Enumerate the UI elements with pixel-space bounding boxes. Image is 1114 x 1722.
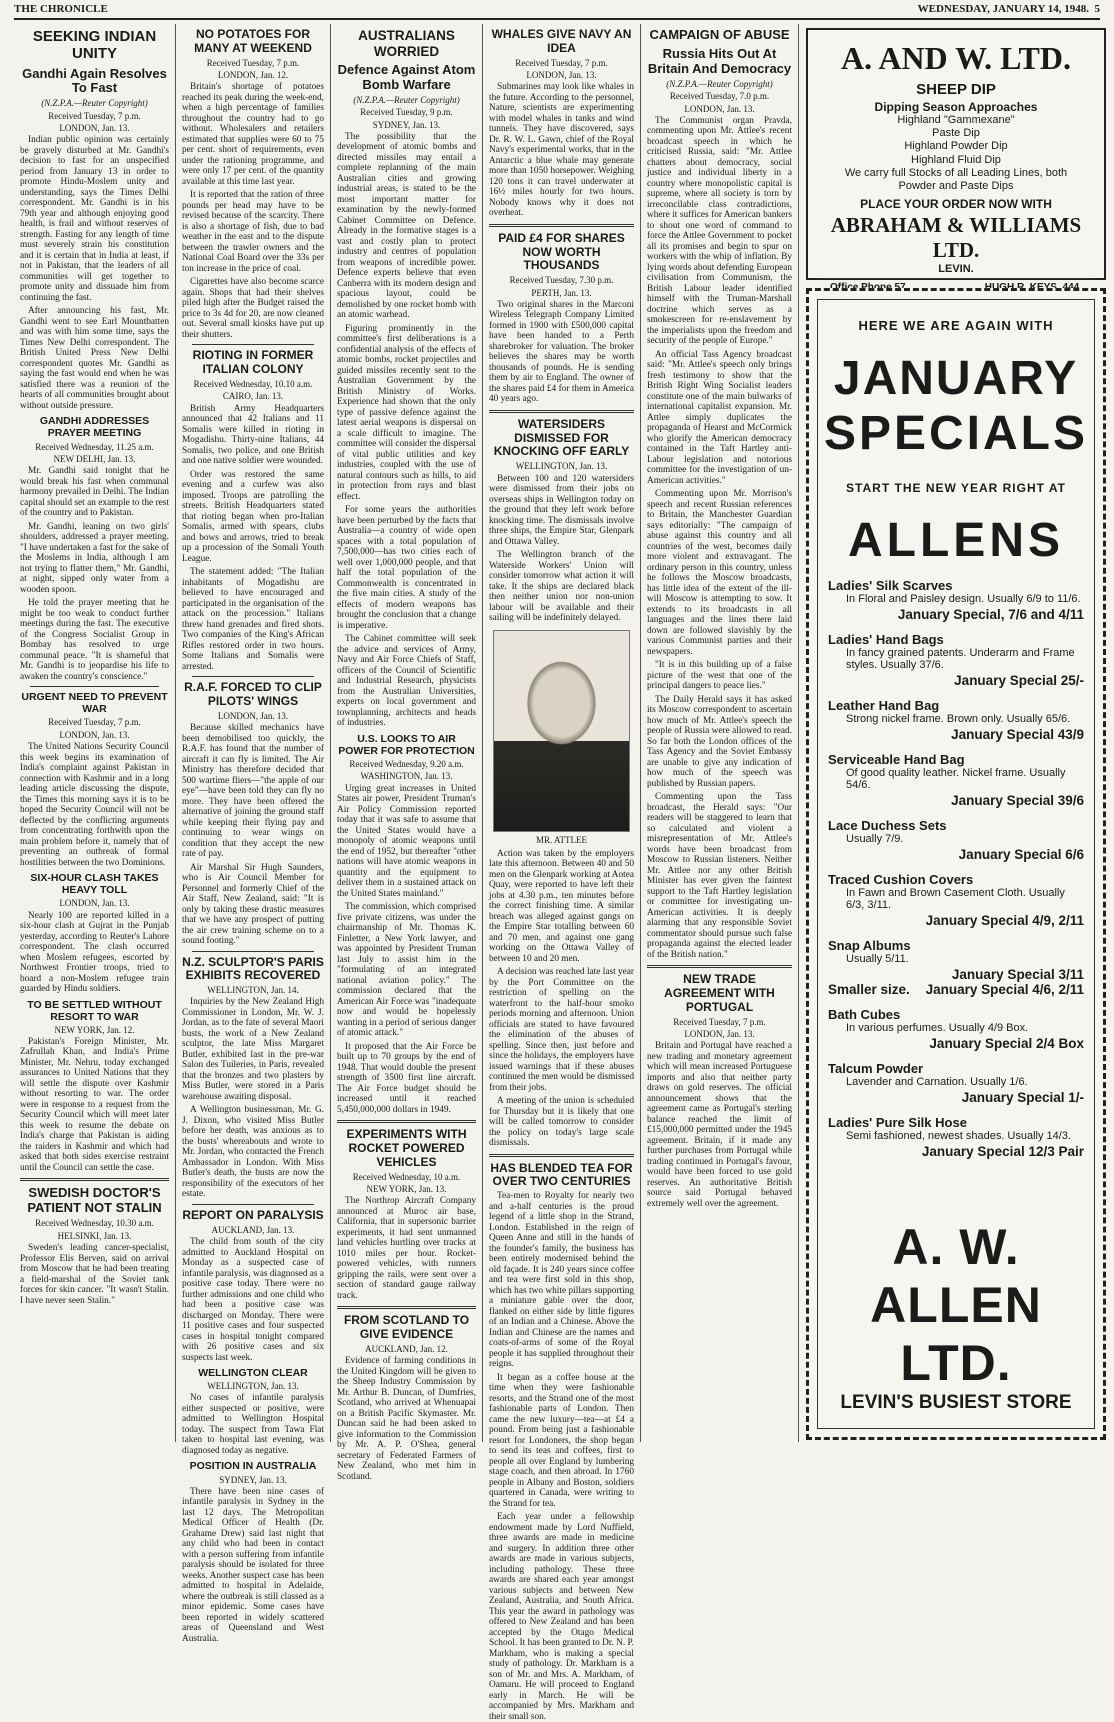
column-5 <box>641 24 799 1442</box>
masthead <box>14 2 1100 20</box>
agency-credit: (N.Z.P.A.—Reuter Copyright) <box>666 78 773 89</box>
sheep-dip-advert <box>806 28 1106 280</box>
store-tagline: LEVIN'S BUSIEST STORE <box>840 1392 1072 1413</box>
divider <box>489 1154 634 1157</box>
headline: REPORT ON PARALYSIS <box>182 1207 324 1222</box>
item-price: January Special 3/11 <box>951 967 1084 982</box>
headline: WHALES GIVE NAVY AN IDEA <box>491 27 632 55</box>
article-paragraph: It proposed that the Air Force be built up to 70 groups by the end of 1948. That would double the present strength of 3500 first line aircraft. The Air Force budget should be increased until it reached 5,450,000,000 dollars in 1949. <box>337 1041 476 1115</box>
article-paragraph: Evidence of farming conditions in the United Kingdom will be given to the Sheep Industry Commission by Mr. Arthur B. Duncan, of Dumfries, Scotland, who arrived at Whenuapai on a British Pacific Skymaster. Mr. Duncan said he had been asked to give information to the Commission by Mr. A. P. O'Shea, general secretary of Federated Farmers of New Zealand, who met him in Scotland. <box>337 1356 476 1482</box>
dateline: Received Tuesday, 7.0 p.m. <box>669 91 770 102</box>
item-name: Snap Albums <box>828 938 911 953</box>
item-price: January Special 25/- <box>954 673 1084 688</box>
headline: PAID £4 FOR SHARES NOW WORTH THOUSANDS <box>498 230 625 273</box>
article-paragraph: The commission, which comprised five private citizens, was under the chairmanship of Mr. Thomas K. Finletter, a New York lawyer, and was appointed by President Truman last July to assist him in the "formulating of an integrated national aviation policy." The commission declared that the American Air Force was "inadequate now and would be hopelessly wanting in a period of serious danger of atomic attack." <box>337 902 476 1039</box>
item-name: Leather Hand Bag <box>828 698 940 713</box>
article-paragraph: Submarines may look like whales in the future. According to the personnel, Nature, scientists are experimenting with model whales in tanks and wind tunnels. They have discovered, says Dr. R. W. L. Gawn, chief of the Royal Navy's experimental works, that in the Antarctic a blue whale may generate more than 1050 horsepower. Weighing 120 tons it can travel underwater at 16½ miles hourly for two hours. Nobody knows why it does not overheat. <box>489 82 634 219</box>
dateline: CAIRO, Jan. 13. <box>222 391 284 402</box>
divider <box>192 1204 314 1205</box>
special-item <box>818 872 1094 928</box>
article-paragraph: Cigarettes have also become scarce again. Shops that had their shelves piled high after the Budget raised the price to 3s 4d for 20, are now cleaned out. Several small kiosks have put up their shutters. <box>182 277 324 340</box>
article-paragraph: Order was restored the same evening and a curfew was also imposed. Troops are patrolling the streets. British Headquarters stated that rioting began when pro-Italian Somalis, armed with spears, clubs and bows and arrows, tried to break up a procession of the Somali Youth League. <box>182 469 324 564</box>
advert-line: Highland "Gammexane" <box>897 114 1015 126</box>
subheadline: Gandhi Again Resolves To Fast <box>22 65 167 96</box>
advert-heading-january: JANUARY <box>833 352 1079 405</box>
advert-inner-frame <box>817 299 1095 1429</box>
divider <box>647 965 792 968</box>
article-paragraph: There have been nine cases of infantile paralysis in Sydney in the last 12 days. The Metropolitan Medical Officer of Health (Dr. Grahame Drew) said last night that any child who had been in contact with a person suffering from infantile paralysis should be isolated for three weeks. Another suspect case has been admitted to hospital in Adelaide, where the outbreak is still classed as a minor epidemic. Some cases have been reported in widely scattered areas of Queensland and West Australia. <box>182 1486 324 1644</box>
dateline: Received Tuesday, 7 p.m. <box>673 1016 766 1027</box>
dateline: PERTH, Jan. 13. <box>531 287 592 298</box>
item-name: Ladies' Hand Bags <box>828 632 944 647</box>
dateline: Received Wednesday, 9.20 a.m. <box>349 759 464 770</box>
dateline: NEW DELHI, Jan. 13. <box>53 453 136 464</box>
item-description: In fancy grained patents. Underarm and Frame styles. Usually 37/6. <box>846 647 1075 671</box>
item-description: Of good quality leather. Nickel frame. Usually 54/6. <box>846 767 1066 791</box>
article-paragraph: Inquiries by the New Zealand High Commissioner in London, Mr. W. J. Jordan, as to the fate of several Maori busts, the work of a New Zealand sculptor, the late Miss Margaret Butler, exhibited last in the pre-war Salon des Tuileries, in Paris, revealed that the bronzes and two plasters by Miss Butler, were stored in a Paris warehouse awaiting disposal. <box>182 997 324 1102</box>
article-paragraph: The child from south of the city admitted to Auckland Hospital on Monday as a suspected case of infantile paralysis, was diagnosed as a positive case today. There were no further admissions and one child who had been a positive case was discharged on Monday. There were 11 positive cases and four suspected cases in hospital tonight compared with 26 positive cases and six suspects last week. <box>182 1237 324 1363</box>
headline: WELLINGTON CLEAR <box>198 1367 308 1380</box>
column-4 <box>483 24 641 1722</box>
article-paragraph: Commenting upon the Tass broadcast, the Herald says: "Our readers will be staggered to learn that so calculated and violent a misrepresentation of Mr. Attlee's words have been broadcast from Moscow to Russian listeners. Neither Mr. Attlee nor any other British Minister has ever given the faintest support to the Taft Hartley legislation or committee for investigating un-American activities. It is deeply alarming that any responsible Soviet commentator should pursue such false propaganda against the elected leader of the British nation." <box>647 792 792 960</box>
advert-start-line: START THE NEW YEAR RIGHT AT <box>846 481 1066 495</box>
item-price: January Special 6/6 <box>958 847 1084 862</box>
headline: GANDHI ADDRESSES PRAYER MEETING <box>39 415 150 440</box>
special-item <box>818 752 1094 808</box>
article-paragraph: Two original shares in the Marconi Wireless Telegraph Company Limited formed in 1900 with £500,000 capital have been handed to a Perth sharebroker for valuation. The broker believes the shares may be worth thousands of pounds. He is sending them by air to England. The owner of the shares paid £4 for them in America 40 years ago. <box>489 299 634 405</box>
dateline: LONDON, Jan. 13. <box>59 729 130 740</box>
item-price: January Special 2/4 Box <box>929 1036 1084 1051</box>
item-price: January Special 1/- <box>961 1090 1084 1105</box>
headline: N.Z. SCULPTOR'S PARIS EXHIBITS RECOVERED <box>182 954 324 983</box>
special-item <box>818 578 1094 622</box>
article-paragraph: An official Tass Agency broadcast said: "Mr. Attlee's speech only brings fresh testimony to show that the British Right Wing Socialist leaders constitute one of the main bulwarks of international capitalist expansion. Mr. Attlee simply duplicates the propaganda of Hearst and McCormick who glorify the American democracy contained in the Taft Hartley anti-Labour legislation and notorious committee for the investigation of un-American activities." <box>647 349 792 486</box>
article-paragraph: The statement added: "The Italian inhabitants of Mogadishu are believed to have encouraged and participated in the organisation of the attack on the procession." Italians threw hand grenades and fired shots. Two companies of the King's African Rifles restored order in two hours. Some Italians and Somalis were arrested. <box>182 567 324 672</box>
store-name: A. W. ALLEN LTD. <box>870 1219 1042 1391</box>
article-paragraph: British Army Headquarters announced that 42 Italians and 11 Somalis were killed in rioting in Mogadishu. Thirty-nine Italians, 44 Somalis, two police, and one British and one native soldier were wounded. <box>182 403 324 467</box>
article-paragraph: Commenting upon Mr. Morrison's speech and recent Russian references to Britain, the Manchester Guardian says editorially: "The campaign of abuse against this country and all countries of the west, becomes daily more violent and extravagant. The ordinary person in this country, unless he follows the Moscow broadcasts, has little idea of the extent of the ill-will Moscow is attempting to sow. It extends to its broadcasts in all languages and the lines there laid down are followed slavishly by the various Communist parties and their newspapers. <box>647 489 792 657</box>
item-description: In Floral and Paisley design. Usually 6/9 to 11/6. <box>846 593 1081 605</box>
article-paragraph: "It is in this building up of a false picture of the west that one of the principal dangers to peace lies." <box>647 660 792 692</box>
advert-line: Powder and Paste Dips <box>898 179 1014 192</box>
dateline: Received Tuesday, 7 p.m. <box>48 717 141 728</box>
item-description: In Fawn and Brown Casement Cloth. Usually 6/3, 3/11. <box>846 887 1065 911</box>
article-paragraph: It began as a coffee house at the time when they were fashionable resorts, and the Strand one of the most fashionable parts of London. Then came the new luxury—tea—at £4 a pound. From being just a fashionable resort for Londoners, the shop began to send its teas and coffees, first to people all over England by lumbering stage coach, and then abroad. In 1760 people in Albany and Boston, soldiers quartered in Canada, were writing to the Strand for tea. <box>489 1372 634 1509</box>
item-name: Lace Duchess Sets <box>828 818 947 833</box>
dateline: Received Wednesday, 11.25 a.m. <box>35 441 154 452</box>
divider <box>337 1120 476 1123</box>
dateline: Received Tuesday, 7 p.m. <box>48 110 141 121</box>
dateline: LONDON, Jan. 12. <box>217 69 289 80</box>
article-paragraph: The possibility that the development of atomic bombs and directed missiles may entail a complete replanning of the main Australian cities and growing industrial areas, is stated to be the most important matter for examination by the newly-formed Cabinet Committee on Defence. Already in the formative stages is a vast and costly plan to protect industry and centres of population from weapons of incredible power. Defence experts believe that even Canberra with its modern design and spacious layout, could be demolished by one rocket bomb with an atomic warhead. <box>337 131 476 321</box>
photo-caption: MR. ATTLEE <box>536 834 587 845</box>
dateline: NEW YORK, Jan. 13. <box>366 1183 447 1194</box>
item-price: January Special 12/3 Pair <box>921 1144 1084 1159</box>
article-paragraph: Britain's shortage of potatoes reached its peak during the week-end, when a high percentage of families throughout the country had to go without. Wholesalers and retailers estimated that supplies were 60 to 75 per cent. short of requirements, even under the rationing programme, and were only 17 per cent. of the quantity available at this time last year. <box>182 82 324 187</box>
item-name: Bath Cubes <box>828 1007 901 1022</box>
dateline: Received Wednesday, 10.30 a.m. <box>35 1218 154 1229</box>
advert-line: Paste Dip <box>932 127 980 140</box>
dateline: LONDON, Jan. 13. <box>217 710 289 721</box>
divider <box>192 951 314 952</box>
headline: NEW TRADE AGREEMENT WITH PORTUGAL <box>664 972 775 1014</box>
special-item <box>818 632 1094 688</box>
dateline: LONDON, Jan. 13. <box>684 1029 755 1040</box>
article-paragraph: The Northrop Aircraft Company announced at Muroc air base, California, that in supersonic barrier experiments, it had sent unmanned land vehicles hurtling over tracks at 1010 miles per hour. Rocket-powered vehicles, with runners gripping the rails, were sent over a section of standard gauge railway track. <box>337 1196 476 1301</box>
dateline: Received Tuesday, 7.30 p.m. <box>509 275 614 286</box>
article-paragraph: For some years the authorities have been perturbed by the facts that Australia—a country of wide open spaces with a total population of 7,500,000—has two cities each of well over 1,000,000 people, and that half the total population of the Commonwealth is concentrated in the five main cities. A study of the effects of modern weapons has brought the conclusion that a change is imperative. <box>337 505 476 631</box>
article-paragraph: He told the prayer meeting that he might be too weak to conduct further meetings during the fast. The executive of the Congress Socialist Group in Bombay has resolved to urge communal peace. "It is shameful that Mr. Gandhi is to jeopardise his life to awaken the country's conscience." <box>20 598 169 682</box>
item-description: Semi fashioned, newest shades. Usually 14/3. <box>846 1130 1072 1142</box>
dateline: LONDON, Jan. 13. <box>59 123 130 134</box>
item-variant: Smaller size. <box>828 982 910 997</box>
item-price: January Special 4/6, 2/11 <box>925 982 1084 997</box>
article-paragraph: The Wellington branch of the Waterside Workers' Union will consider tomorrow what action it will take. It the ships are declared black then neither union nor non-union labour will be available and their sailing will be indefinitely delayed. <box>489 550 634 624</box>
article-paragraph: The Cabinet committee will seek the advice and services of Army, Navy and Air Force Chiefs of Staff, officers of the Council of Scientific and Industrial Research, physicists from the Australian Universities, experts on local government and townplanning, architects and heads of industries. <box>337 634 476 729</box>
article-paragraph: Britain and Portugal have reached a new trading and monetary agreement which will mean increased Portuguese imports and also that neither party draws on gold reserves. The official announcement shows that the agreement came as Portugal's sterling balance reached the limit of £15,000,000 permitted under the 1945 agreement. Britain, if it made any further purchases from Portugal while trading continued in Portugal's favour, would have been forced to use gold reserves. An authoritative British source said Portugal behaved extremely well over the agreement. <box>647 1041 792 1209</box>
item-name: Traced Cushion Covers <box>828 872 974 887</box>
article-paragraph: The Communist organ Pravda, commenting upon Mr. Attlee's recent broadcast speech in which he criticised Russia, said: "Mr. Attlee chatters about democracy, social justice and individual liberty in a country where monopolistic capital is supreme, where all society is torn by irreconcilable class contradictions, where it suffices for American bankers to shout one word of command to force the Attlee Government to pocket all its promises and begin to spur on workers with the whip of inflation. By lying words about defending European civilisation from Communism, the British Labour leader identified himself with the Truman-Marshall doctrine which serves as a smokescreen for re-enslavement by the imperialists upon the freedom and security of the people of Europe." <box>647 115 792 347</box>
allens-january-specials-advert <box>806 288 1106 1440</box>
article-paragraph: Mr. Gandhi, leaning on two girls' shoulders, addressed a prayer meeting. "I have undertaken a fast for the sake of the Moslems in India, although I am not trying to flatter them," Mr. Gandhi, at night, sipped only water from a wooden spoon. <box>20 521 169 595</box>
dateline: LONDON, Jan. 13. <box>526 69 597 80</box>
dateline: Received Tuesday, 7 p.m. <box>515 57 608 68</box>
paper-name: THE CHRONICLE <box>14 3 108 15</box>
item-price: January Special 43/9 <box>951 727 1084 742</box>
headline: RIOTING IN FORMER ITALIAN COLONY <box>192 348 314 377</box>
headline: NO POTATOES FOR MANY AT WEEKEND <box>194 27 312 55</box>
headline: SWEDISH DOCTOR'S PATIENT NOT STALIN <box>27 1185 162 1216</box>
article-paragraph: Indian public opinion was certainly be gravely disturbed at Mr. Gandhi's decision to fast for an unspecified period from January 13 in order to promote Hindu-Moslem unity and understanding, says the Times Delhi correspondent. Mr. Gandhi is in his 79th year and although enjoying good health, is frail and without reserves of strength. Fasting for any length of time must severely strain his constitution and it is certain that in India at least, if not in Pakistan, that the leaders of all communities will get together to promote unity and dissuade him from continuing the fast. <box>20 135 169 303</box>
dateline: Received Wednesday, 10.10 a.m. <box>193 378 313 389</box>
item-name: Talcum Powder <box>828 1061 924 1076</box>
advert-town: LEVIN. <box>938 263 974 276</box>
item-description: Strong nickel frame. Brown only. Usually 65/6. <box>846 713 1071 725</box>
item-price: January Special 39/6 <box>951 793 1084 808</box>
special-item <box>818 1115 1094 1159</box>
article-paragraph: Figuring prominently in the committee's first deliberations is a confidential analysis of the effects of atomic bombs, rocket projectiles and guided missiles recently sent to the Australian Government by the British Ministry of Works. Experience had shown that the only type of passive defence against the latest aerial weapons is dispersal on a scale difficult to imagine. The committee will consider the dispersal of vital public utilities and key industries, coupled with the use of natural contours such as hills, to aid in protection from rays and blast effect. <box>337 323 476 502</box>
column-2 <box>176 24 331 1644</box>
article-paragraph: After announcing his fast, Mr. Gandhi went to see Earl Mountbatten and was with him some time, says the Times New Delhi correspondent. The British United Press New Delhi correspondent quotes Mr. Gandhi as saying the fast would end when he was satisfied there was a reunion of the hearts of all communities brought about without outside pressure. <box>20 306 169 411</box>
article-paragraph: Action was taken by the employers late this afternoon. Between 40 and 50 men on the Glenpark working at Aotea Quay, were reported to have left their jobs at 4.30 p.m., ten minutes before the correct finishing time. A similar breach was alleged against gangs on the Empire Star totalling between 60 and 70 men, and against one gang working on the Ottawa Valley of between 10 and 20 men. <box>489 848 634 964</box>
article-paragraph: Between 100 and 120 watersiders were dismissed from their jobs on overseas ships in Wellington today on the ground that they left work before knocking time. The dismissals involve three ships, the Empire Star, Glenpark and Ottawa Valley. <box>489 473 634 547</box>
advert-line: We carry full Stocks of all Leading Lines, both <box>844 166 1068 179</box>
dateline: Received Tuesday, 9 p.m. <box>360 107 453 118</box>
article-paragraph: Because skilled mechanics have been demobilised too quickly, the R.A.F. has found that the number of aircraft it can fly is limited. The Air Ministry has therefore decided that 500 wartime fliers—"the apple of our eye"—have been told they can fly no more. They have been offered the alternative of joining the ground staff while keeping their flying pay and continuing to wear wings on condition that they accept the new rate of pay. <box>182 723 324 859</box>
subheadline: Defence Against Atom Bomb Warfare <box>337 62 476 92</box>
article-paragraph: Air Marshal Sir Hugh Saunders, who is Air Council Member for Personnel and formerly Chief of the Air Staff, New Zealand, said: "It is only by taking these drastic measures that we have any prospect of putting the air crew training scheme on to a sound footing." <box>182 862 324 946</box>
headline: HAS BLENDED TEA FOR OVER TWO CENTURIES <box>490 1160 633 1189</box>
item-price: January Special 4/9, 2/11 <box>925 913 1084 928</box>
headline: R.A.F. FORCED TO CLIP PILOTS' WINGS <box>184 680 322 708</box>
advert-tagline: Dipping Season Approaches <box>874 100 1038 114</box>
item-name: Serviceable Hand Bag <box>828 752 965 767</box>
dateline: WASHINGTON, Jan. 13. <box>360 771 453 782</box>
headline: URGENT NEED TO PREVENT WAR <box>21 691 168 716</box>
advert-intro: HERE WE ARE AGAIN WITH <box>858 318 1054 333</box>
advert-heading-specials: SPECIALS <box>823 407 1089 460</box>
headline: SEEKING INDIAN UNITY <box>32 28 157 63</box>
advert-line: Highland Fluid Dip <box>911 153 1001 166</box>
column-1 <box>14 24 176 1442</box>
article-paragraph: Urging great increases in United States air power, President Truman's Air Policy Commission reported today that it was safe to assume that the United States would have a monopoly of atomic weapons until the end of 1952, but thereafter "other nations will have atomic weapons in quantity and the equipment to deliver them in a sustained attack on the United States mainland." <box>337 783 476 899</box>
article-paragraph: A meeting of the union is scheduled for Thursday but it is likely that one will be called tomorrow to consider the policy on today's large scale dismissals. <box>489 1096 634 1149</box>
item-description: Usually 5/11. <box>846 953 909 965</box>
article-paragraph: Mr. Gandhi said tonight that he would break his fast when communal harmony prevailed in Delhi. The Indian capital should set an example to the rest of the country and to Pakistan. <box>20 466 169 519</box>
dateline: SYDNEY, Jan. 13. <box>219 1474 287 1485</box>
item-description: Lavender and Carnation. Usually 1/6. <box>846 1076 1028 1088</box>
dateline: Received Wednesday, 10 a.m. <box>352 1171 461 1182</box>
headline: EXPERIMENTS WITH ROCKET POWERED VEHICLES <box>346 1127 467 1169</box>
dateline: LONDON, Jan. 13. <box>684 103 755 114</box>
column-3 <box>331 24 483 1482</box>
article-paragraph: No cases of infantile paralysis either suspected or positive, were admitted to Wellington Hospital today. The suspect from Tawa Flat taken to hospital last evening, was diagnosed today as negative. <box>182 1393 324 1456</box>
dateline: WELLINGTON, Jan. 13. <box>515 461 608 472</box>
dateline: NEW YORK, Jan. 12. <box>54 1024 135 1035</box>
article-paragraph: Tea-men to Royalty for nearly two and a-half centuries is the proud legend of a little shop in the Strand, London. Established in the reign of Queen Anne and still in the hands of the founder's family, the business has been entirely modernised behind the old façade. It is 240 years since coffee and tea were first sold in this shop, which has two white pillars supporting a miniature gable over the door, flanked on either side by little figures of an Indian and a Chinese. Above the Indian and Chinese are the names and coats-of-arms of some of the Royal people it has supplied throughout their reigns. <box>489 1191 634 1370</box>
headline: CAMPAIGN OF ABUSE <box>649 27 790 42</box>
dateline: LONDON, Jan. 13. <box>59 898 130 909</box>
headline: SIX-HOUR CLASH TAKES HEAVY TOLL <box>30 872 159 897</box>
divider <box>192 676 314 677</box>
advert-title: A. AND W. LTD. <box>840 40 1071 76</box>
divider <box>337 1306 476 1309</box>
dateline: HELSINKI, Jan. 13. <box>57 1230 132 1241</box>
article-paragraph: Each year under a fellowship endowment made by Lord Nuffield, three awards are made in medicine and surgery. In addition three other awards are made in various subjects, including pathology. These three awards are shared each year amongst various subjects and between New Zealand, Australia, and South Africa. This year the award in pathology was offered to New Zealand and has been accepted by the Otago Medical School. It has been granted to Dr. N. P. Markham, who is making a special study of pathology. Dr. Markham is a son of Mr. and Mrs. A. Markham, of Oamaru. He will proceed to England early in March. He will be accompanied by Mrs. Markham and their small son. <box>489 1512 634 1722</box>
article-paragraph: Nearly 100 are reported killed in a six-hour clash at Gujrat in the Punjab yesterday, according to Reuter's Lahore correspondent. The clash occurred when Moslem refugees, escorted by Northwest Frontier troops, tried to board a non-Moslem refugee train guarded by Hindu soldiers. <box>20 910 169 994</box>
headline: AUSTRALIANS WORRIED <box>358 28 455 59</box>
item-name: Ladies' Pure Silk Hose <box>828 1115 967 1130</box>
dateline: WELLINGTON, Jan. 13. <box>207 1381 299 1392</box>
divider <box>192 344 314 345</box>
article-paragraph: It is reported that the ration of three pounds per head may have to be revised because of the scarcity. There is also a shortage of fish, due to bad weather in the east and to the dispute between the trawler owners and the National Coal Board over the 33s per ton increase in the price of coal. <box>182 190 324 274</box>
special-item <box>818 1007 1094 1051</box>
dateline: AUCKLAND, Jan. 12. <box>365 1343 448 1354</box>
item-name: Ladies' Silk Scarves <box>828 578 953 593</box>
special-item <box>818 938 1094 997</box>
dateline: SYDNEY, Jan. 13. <box>372 119 441 130</box>
dateline: WELLINGTON, Jan. 14. <box>207 985 299 996</box>
item-description: In various perfumes. Usually 4/9 Box. <box>846 1022 1029 1034</box>
headline: TO BE SETTLED WITHOUT RESORT TO WAR <box>27 998 162 1023</box>
headline: POSITION IN AUSTRALIA <box>189 1460 317 1473</box>
dateline: AUCKLAND, Jan. 13. <box>211 1224 295 1235</box>
article-paragraph: Sweden's leading cancer-specialist, Professor Elis Berven, said on arrival from Moscow that he had been treating a field-marshal of the Soviet tank forces for skin cancer. "It wasn't Stalin. I have never seen Stalin." <box>20 1243 169 1306</box>
attlee-photo <box>493 630 630 832</box>
article-paragraph: A decision was reached late last year by the Port Committee on the restriction of spelling on the waterfront to the half-hour smoko periods morning and afternoon. Union officials are stated to have favoured the elimination of the abuses of spelling. Since then, just before and since the holidays, the employers have issued warnings that if these abuses continued the men would be dismissed from their jobs. <box>489 967 634 1093</box>
divider <box>20 1178 169 1181</box>
item-description: Usually 7/9. <box>846 833 904 845</box>
headline: WATERSIDERS DISMISSED FOR KNOCKING OFF EARLY <box>493 416 630 459</box>
special-item <box>818 818 1094 862</box>
advert-store-footer <box>818 1218 1094 1414</box>
special-item <box>818 698 1094 742</box>
divider <box>30 686 159 687</box>
agency-credit: (N.Z.P.A.—Reuter Copyright) <box>353 94 460 105</box>
article-paragraph: The United Nations Security Council this week begins its examination of India's complaint against Pakistan in connection with Kashmir and in a long leading article discussing the dispute, the Times this morning says it is to be hoped the Security Council will not be deflected by the conflicting arguments from concentrating forthwith upon the main problem before it, namely that of preventing an outbreak of formal hostilities between the two Dominions. <box>20 742 169 868</box>
headline: FROM SCOTLAND TO GIVE EVIDENCE <box>343 1313 470 1342</box>
agency-credit: (N.Z.P.A.—Reuter Copyright) <box>41 98 148 109</box>
article-paragraph: Pakistan's Foreign Minister, Mr. Zafrullah Khan, and India's Prime Minister, Mr. Nehru, today exchanged assurances to United Nations that they will settle the dispute over Kashmir without resorting to war. The order were in response to a request from the Security Council which will meet later this week to resume the debate on India's charge that Pakistan is aiding the raiders in Kashmir and which had asked that both sides exercise restraint until the Council can settle the case. <box>20 1036 169 1173</box>
advert-line: Highland Powder Dip <box>904 140 1008 153</box>
divider <box>489 410 634 413</box>
advert-subtitle: SHEEP DIP <box>916 81 996 98</box>
item-price: January Special, 7/6 and 4/11 <box>897 607 1084 622</box>
subheadline: Russia Hits Out At Britain And Democracy <box>647 45 792 76</box>
special-item <box>818 1061 1094 1105</box>
advert-store-heading: ALLENS <box>848 514 1064 567</box>
headline: U.S. LOOKS TO AIR POWER FOR PROTECTION <box>338 732 475 757</box>
article-paragraph: The Daily Herald says it has asked its Moscow correspondent to ascertain how much of Mr. Attlee's speech the people of Russia were allowed to read. So far both the London offices of the Tass Agency and the Soviet Embassy are unable to give any indication of how much of the speech was published by Russian papers. <box>647 694 792 789</box>
divider <box>489 224 634 227</box>
advert-firm-name: ABRAHAM & WILLIAMS LTD. <box>830 213 1082 263</box>
issue-date: WEDNESDAY, JANUARY 14, 1948. 5 <box>917 3 1100 15</box>
item-price-row <box>828 982 1084 997</box>
dateline: Received Tuesday, 7 p.m. <box>206 57 300 68</box>
article-paragraph: A Wellington businessman, Mr. G. J. Dixon, who visited Miss Butler before her death, was anxious as to the busts' whereabouts and wrote to Mr. Jordan, who contacted the French Ambassador in London. With Miss Butler's death, the busts are now the responsibility of the executors of her estate. <box>182 1105 324 1200</box>
advert-call-to-action: PLACE YOUR ORDER NOW WITH <box>860 197 1052 212</box>
